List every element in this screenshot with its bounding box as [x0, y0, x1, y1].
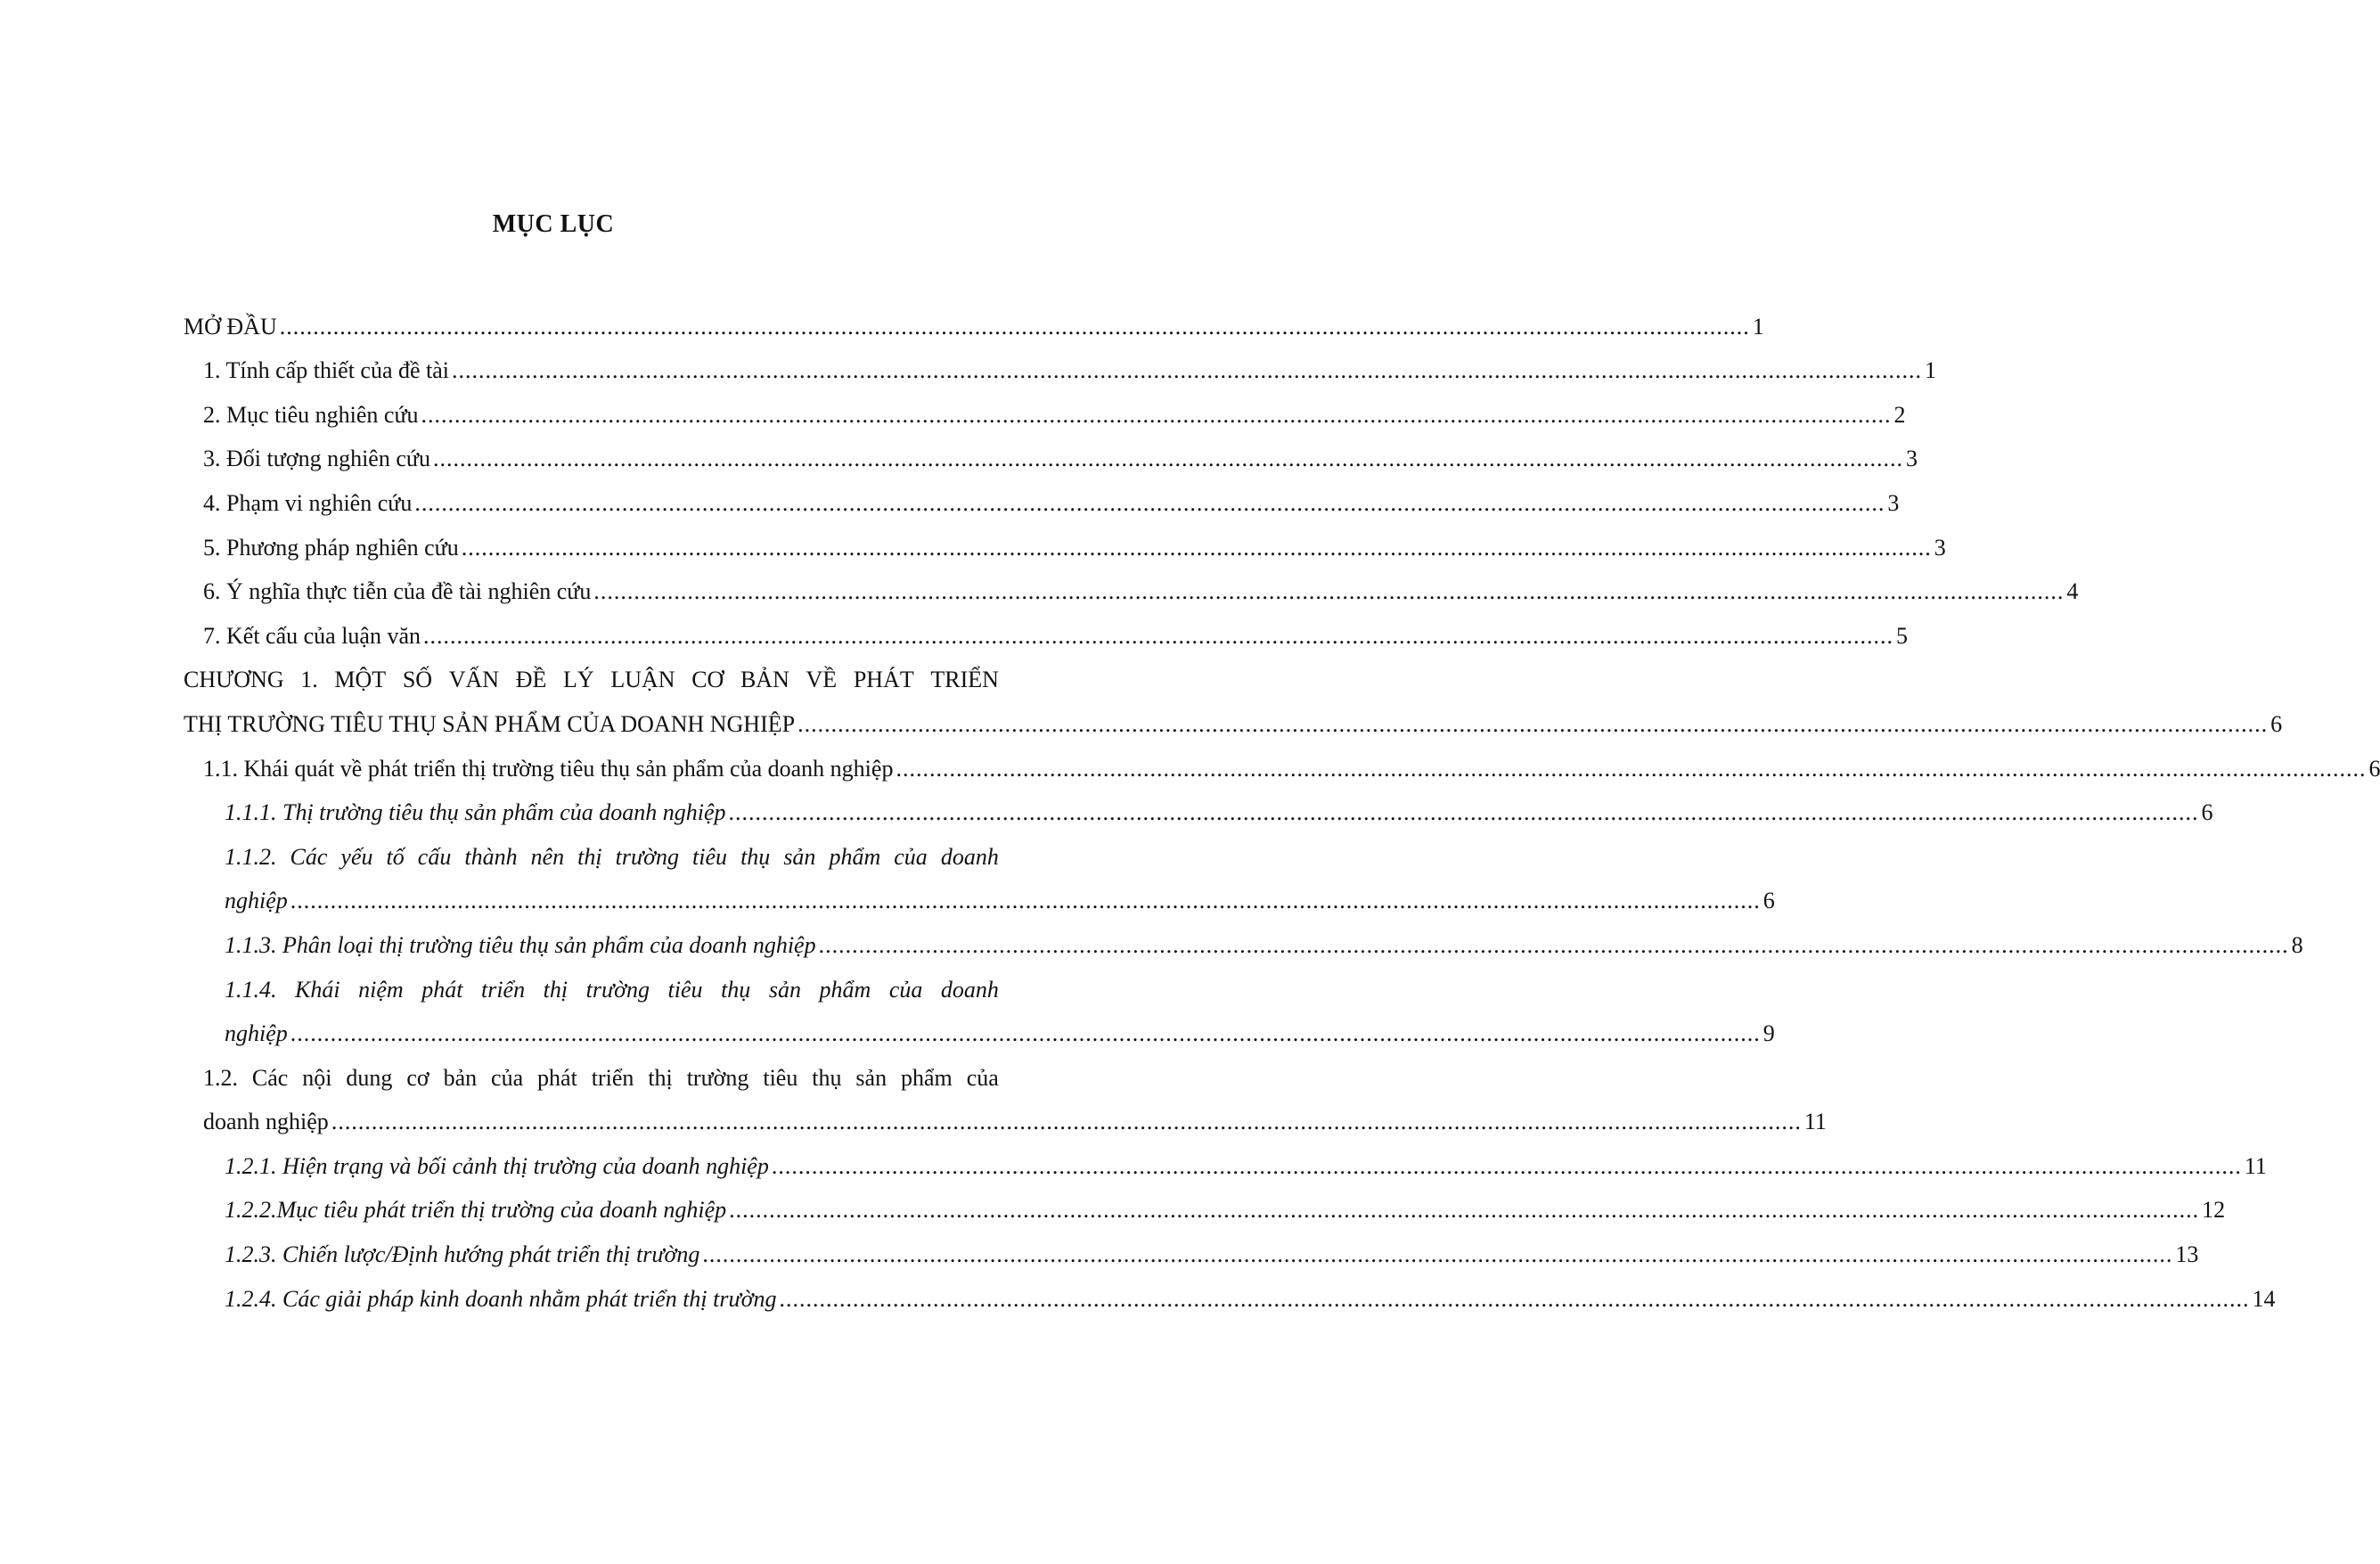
toc-entry[interactable] — [184, 873, 1775, 918]
toc-entry-label: MỞ ĐẦU — [184, 313, 277, 340]
toc-entry-line1[interactable]: 1.2. Các nội dung cơ bản của phát triển thị trường tiêu thụ sản phẩm của — [203, 1064, 999, 1091]
toc-entry-label: doanh nghiệp — [203, 1109, 329, 1135]
toc-entry[interactable] — [184, 475, 1900, 520]
toc-entry-label: 3. Đối tượng nghiên cứu — [203, 446, 430, 472]
page-title: MỤC LỤC — [492, 210, 615, 238]
toc-page-number: 6 — [1763, 888, 1775, 914]
dot-leader: ............................................................................................................................................................................................................................ — [896, 755, 2367, 782]
table-of-contents — [184, 299, 2380, 1315]
toc-page-number: 9 — [1763, 1020, 1775, 1047]
toc-page-number: 6 — [2270, 710, 2283, 737]
toc-entry[interactable] — [184, 608, 1909, 652]
toc-page-number: 2 — [1893, 401, 1906, 428]
toc-entry[interactable] — [184, 1183, 2226, 1227]
toc-page-number: 6 — [2368, 755, 2380, 782]
dot-leader: ............................................................................................................................................................................................................................ — [414, 489, 1885, 516]
toc-entry[interactable] — [184, 1271, 2276, 1315]
dot-leader: ............................................................................................................................................................................................................................ — [797, 710, 2269, 737]
dot-leader: ............................................................................................................................................................................................................................ — [729, 1197, 2200, 1224]
toc-entry[interactable] — [184, 387, 1906, 431]
toc-entry-label: 2. Mục tiêu nghiên cứu — [203, 401, 419, 428]
toc-entry[interactable] — [184, 741, 2380, 785]
toc-entry[interactable] — [184, 299, 1764, 343]
dot-leader: ............................................................................................................................................................................................................................ — [432, 446, 1903, 472]
toc-entry[interactable] — [184, 1006, 1775, 1051]
toc-entry-label: 7. Kết cấu của luận văn — [203, 622, 421, 649]
toc-page-number: 1 — [1752, 313, 1764, 340]
toc-page-number: 13 — [2175, 1241, 2199, 1268]
toc-entry-label: nghiệp — [225, 888, 288, 914]
toc-entry[interactable] — [184, 1138, 2267, 1183]
toc-entry[interactable] — [184, 1226, 2199, 1271]
dot-leader: ............................................................................................................................................................................................................................ — [290, 1020, 1761, 1047]
toc-entry[interactable] — [184, 696, 2283, 741]
toc-entry-line1[interactable]: 1.1.4. Khái niệm phát triển thị trường tiêu thụ sản phẩm của doanh — [225, 976, 999, 1003]
toc-page-number: 1 — [1925, 357, 1937, 384]
toc-page-number: 14 — [2252, 1285, 2276, 1312]
toc-page-number: 3 — [1934, 534, 1946, 561]
toc-page-number: 3 — [1887, 489, 1900, 516]
toc-entry-line1[interactable]: CHƯƠNG 1. MỘT SỐ VẤN ĐỀ LÝ LUẬN CƠ BẢN VỀ PHÁT TRIỂN — [184, 667, 999, 693]
dot-leader: ............................................................................................................................................................................................................................ — [818, 931, 2289, 958]
toc-entry[interactable] — [184, 343, 1937, 388]
toc-entry-label: 1.2.1. Hiện trạng và bối cảnh thị trường của doanh nghiệp — [225, 1152, 769, 1179]
toc-entry-label: 1.2.3. Chiến lược/Định hướng phát triển thị trường — [225, 1241, 700, 1268]
toc-entry[interactable] — [184, 917, 2303, 962]
dot-leader: ............................................................................................................................................................................................................................ — [452, 357, 1923, 384]
toc-entry-label: 1.1.1. Thị trường tiêu thụ sản phẩm của doanh nghiệp — [225, 799, 726, 826]
dot-leader: ............................................................................................................................................................................................................................ — [279, 313, 1750, 340]
dot-leader: ............................................................................................................................................................................................................................ — [702, 1241, 2173, 1268]
toc-entry-label: nghiệp — [225, 1020, 288, 1047]
toc-page-number: 8 — [2291, 931, 2303, 958]
dot-leader: ............................................................................................................................................................................................................................ — [728, 799, 2199, 826]
dot-leader: ............................................................................................................................................................................................................................ — [593, 578, 2065, 605]
toc-page-number: 5 — [1896, 622, 1909, 649]
toc-entry[interactable] — [184, 520, 1946, 564]
toc-page-number: 4 — [2066, 578, 2079, 605]
toc-page-number: 3 — [1905, 446, 1918, 472]
toc-entry-label: 6. Ý nghĩa thực tiễn của đề tài nghiên cứu — [203, 578, 592, 605]
toc-entry-label: THỊ TRƯỜNG TIÊU THỤ SẢN PHẨM CỦA DOANH NGHIỆP — [184, 710, 796, 737]
toc-page-number: 6 — [2201, 799, 2213, 826]
toc-page-number: 12 — [2202, 1197, 2226, 1224]
dot-leader: ............................................................................................................................................................................................................................ — [290, 888, 1761, 914]
dot-leader: ............................................................................................................................................................................................................................ — [331, 1109, 1802, 1135]
toc-entry[interactable] — [184, 431, 1918, 476]
toc-entry-label: 4. Phạm vi nghiên cứu — [203, 489, 413, 516]
toc-entry-label: 1.2.4. Các giải pháp kinh doanh nhằm phát triển thị trường — [225, 1285, 777, 1312]
toc-entry-label: 1.1.3. Phân loại thị trường tiêu thụ sản phẩm của doanh nghiệp — [225, 931, 816, 958]
toc-entry-line1[interactable]: 1.1.2. Các yếu tố cấu thành nên thị trường tiêu thụ sản phẩm của doanh — [225, 843, 999, 870]
toc-page-number: 11 — [2244, 1152, 2267, 1179]
dot-leader: ............................................................................................................................................................................................................................ — [423, 622, 1894, 649]
toc-page-number: 11 — [1803, 1109, 1827, 1135]
dot-leader: ............................................................................................................................................................................................................................ — [421, 401, 1892, 428]
toc-entry-label: 5. Phương pháp nghiên cứu — [203, 534, 459, 561]
toc-entry-label: 1.1. Khái quát về phát triển thị trường tiêu thụ sản phẩm của doanh nghiệp — [203, 755, 894, 782]
toc-entry-label: 1.2.2.Mục tiêu phát triển thị trường của doanh nghiệp — [225, 1197, 727, 1224]
dot-leader: ............................................................................................................................................................................................................................ — [771, 1152, 2242, 1179]
dot-leader: ............................................................................................................................................................................................................................ — [461, 534, 1932, 561]
toc-entry-label: 1. Tính cấp thiết của đề tài — [203, 357, 450, 384]
toc-entry[interactable] — [184, 1094, 1827, 1139]
toc-entry[interactable] — [184, 785, 2213, 830]
toc-entry[interactable] — [184, 564, 2079, 609]
dot-leader: ............................................................................................................................................................................................................................ — [779, 1285, 2250, 1312]
